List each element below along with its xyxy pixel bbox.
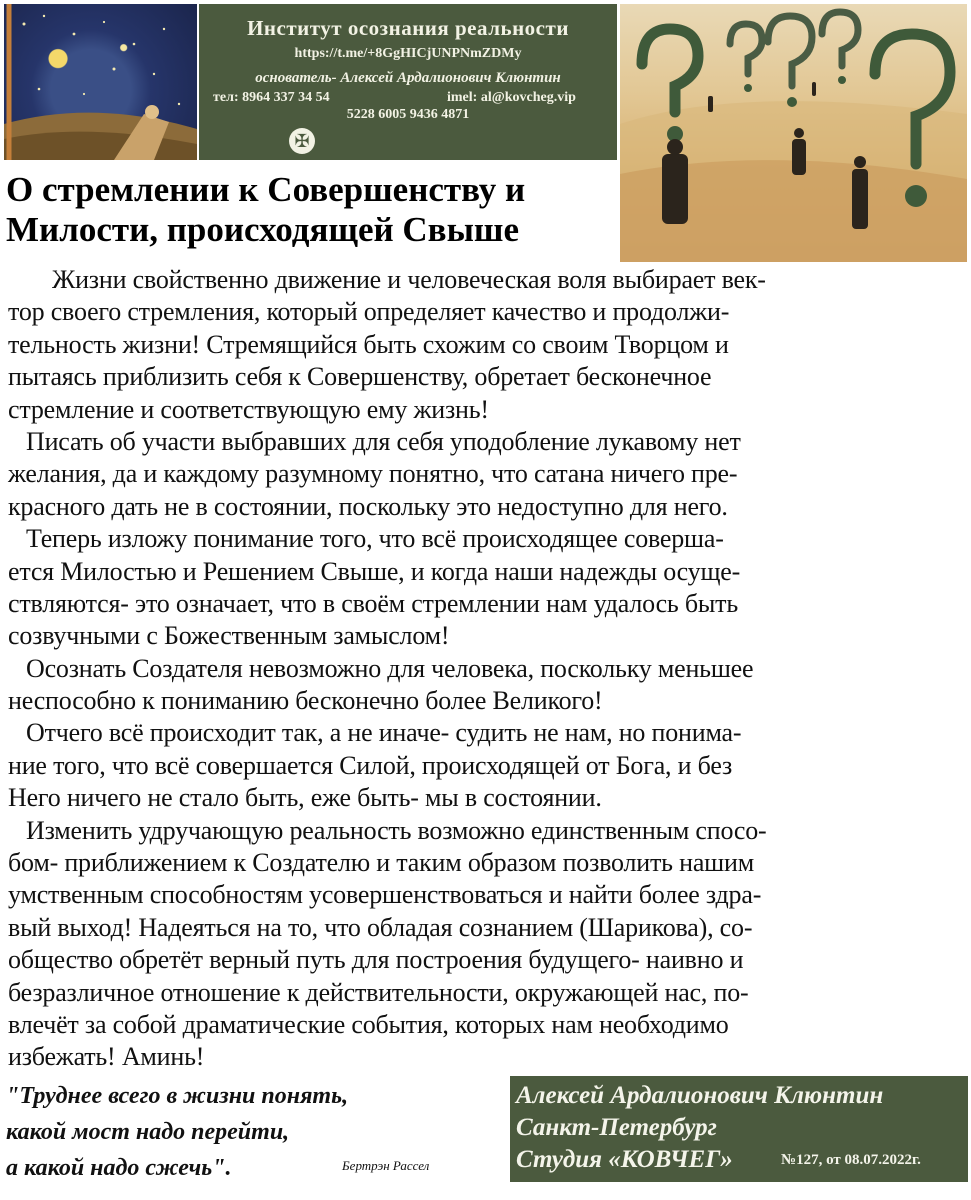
body-line: влечёт за собой драматические события, которых нам необходимо <box>8 1009 729 1039</box>
signature-box <box>510 1076 968 1182</box>
desert-question-marks-image <box>620 4 967 262</box>
card-number: 5228 6005 9436 4871 <box>346 107 470 122</box>
body-line: стремление и соответствующую ему жизнь! <box>8 394 489 424</box>
body-line: безразличное отношение к действительности, окружающей нас, по- <box>8 977 749 1007</box>
body-line: Осознать Создателя невозможно для человека, поскольку меньшее <box>26 653 754 683</box>
body-line: ется Милостью и Решением Свыше, и когда наши надежды осуще- <box>8 556 741 586</box>
body-line: общество обретёт верный путь для построения будущего- наивно и <box>8 945 744 975</box>
body-line: созвучными с Божественным замыслом! <box>8 621 450 651</box>
quote-line-3: а какой надо сжечь". <box>6 1155 232 1181</box>
quote-line-2: какой мост надо перейти, <box>6 1119 290 1145</box>
phone-number: тел: 8964 337 34 54 <box>213 90 330 105</box>
author-name: Алексей Ардалионович Клюнтин <box>516 1082 884 1109</box>
body-line: Изменить удручающую реальность возможно единственным спосо- <box>26 815 767 845</box>
body-line: Него ничего не стало быть, еже быть- мы в состоянии. <box>8 783 602 813</box>
body-line: Отчего всё происходит так, а не иначе- судить не нам, но понима- <box>26 718 742 748</box>
engraving-illustration <box>4 4 197 160</box>
article-title <box>6 170 616 250</box>
body-line: вый выход! Надеяться на то, что обладая сознанием (Шарикова), со- <box>8 912 753 942</box>
body-line: умственным способностям усовершенствоваться и найти более здра- <box>8 880 762 910</box>
body-line: тельность жизни! Стремящийся быть схожим со своим Творцом и <box>8 329 729 359</box>
body-line: Писать об участи выбравших для себя уподобление лукавому нет <box>26 426 741 456</box>
body-line: избежать! Аминь! <box>8 1042 205 1072</box>
quote-author: Бертрэн Рассел <box>342 1158 430 1173</box>
body-line: Теперь изложу понимание того, что всё происходящее соверша- <box>26 524 724 554</box>
article-title-line-1: О стремлении к Совершенству и <box>6 170 526 209</box>
article-title-line-2: Милости, происходящей Свыше <box>6 210 519 249</box>
telegram-link[interactable]: https://t.me/+8GgHICjUNPNmZDMy <box>294 46 522 61</box>
header-banner <box>199 4 617 160</box>
institute-title: Институт осознания реальности <box>247 16 569 40</box>
body-line: бом- приближением к Создателю и таким образом позволить нашим <box>8 848 754 878</box>
body-line: ствляются- это означает, что в своём стремлении нам удалось быть <box>8 588 738 618</box>
issue-number: №127, от 08.07.2022г. <box>781 1152 921 1168</box>
founder-line: основатель- Алексей Ардалионович Клюнтин <box>255 70 561 86</box>
body-line: Жизни свойственно движение и человеческая воля выбирает век- <box>52 265 766 294</box>
body-line: ние того, что всё совершается Силой, происходящей от Бога, и без <box>8 750 733 780</box>
closing-quote <box>6 1078 506 1186</box>
author-city: Санкт-Петербург <box>516 1114 717 1141</box>
body-line: красного дать не в состоянии, поскольку это недоступно для него. <box>8 491 728 521</box>
body-line: неспособно к пониманию бесконечно более Великого! <box>8 686 603 716</box>
body-line: пытаясь приблизить себя к Совершенству, обретает бесконечное <box>8 362 712 392</box>
article-body <box>8 264 964 1074</box>
body-line: желания, да и каждому разумному понятно, что сатана ничего пре- <box>8 459 738 489</box>
studio-name: Студия «КОВЧЕГ» <box>516 1146 733 1173</box>
body-line: тор своего стремления, который определяет качество и продолжи- <box>8 297 730 327</box>
quote-line-1: "Труднее всего в жизни понять, <box>6 1083 349 1109</box>
email-address: imel: al@kovcheg.vip <box>447 90 576 105</box>
cross-emblem-icon: ✠ <box>289 128 315 154</box>
